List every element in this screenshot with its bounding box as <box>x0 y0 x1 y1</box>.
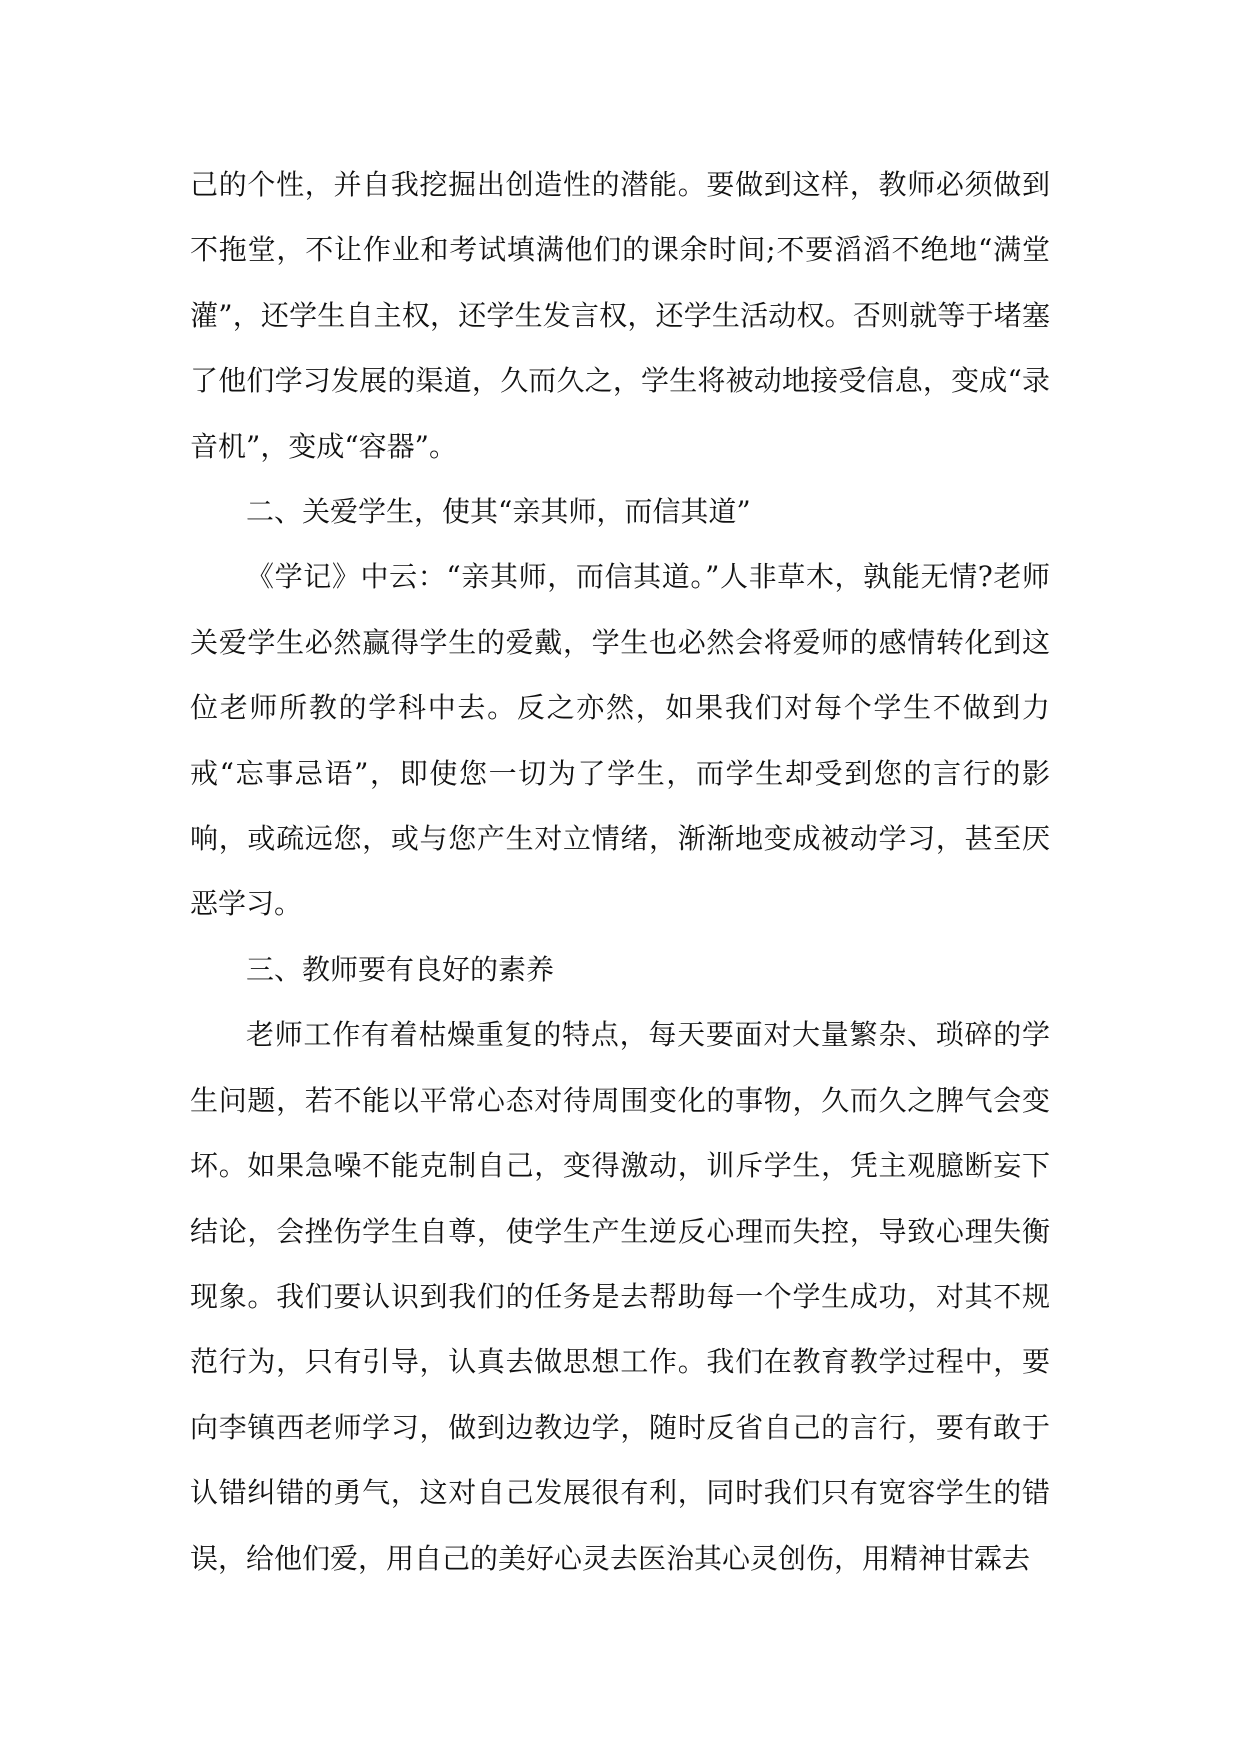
document-body <box>190 152 1050 1591</box>
body-paragraph-xueji: 《学记》中云：“亲其师，而信其道。”人非草木，孰能无情?老师关爱学生必然赢得学生的爱戴，学生也必然会将爱师的感情转化到这位老师所教的学科中去。反之亦然，如果我们对每个学生不做到力戒“忘事忌语”，即使您一切为了学生，而学生却受到您的言行的影响，或疏远您，或与您产生对立情绪，渐渐地变成被动学习，甚至厌恶学习。 <box>190 560 1050 921</box>
body-paragraph-continued: 己的个性，并自我挖掘出创造性的潜能。要做到这样，教师必须做到不拖堂，不让作业和考试填满他们的课余时间;不要滔滔不绝地“满堂灌”，还学生自主权，还学生发言权，还学生活动权。否则就等于堵塞了他们学习发展的渠道，久而久之，学生将被动地接受信息，变成“录音机”，变成“容器”。 <box>190 168 1050 463</box>
section-heading-teacher-quality: 三、教师要有良好的素养 <box>246 952 555 986</box>
section-heading-care-for-students: 二、关爱学生，使其“亲其师，而信其道” <box>246 495 751 529</box>
body-paragraph-teacher-work: 老师工作有着枯燥重复的特点，每天要面对大量繁杂、琐碎的学生问题，若不能以平常心态对待周围变化的事物，久而久之脾气会变坏。如果急噪不能克制自己，变得激动，训斥学生，凭主观臆断妄下结论，会挫伤学生自尊，使学生产生逆反心理而失控，导致心理失衡现象。我们要认识到我们的任务是去帮助每一个学生成功，对其不规范行为，只有引导，认真去做思想工作。我们在教育教学过程中，要向李镇西老师学习，做到边教边学，随时反省自己的言行，要有敢于认错纠错的勇气，这对自己发展很有利，同时我们只有宽容学生的错误，给他们爱，用自己的美好心灵去医治其心灵创伤，用精神甘霖去 <box>190 1018 1050 1575</box>
